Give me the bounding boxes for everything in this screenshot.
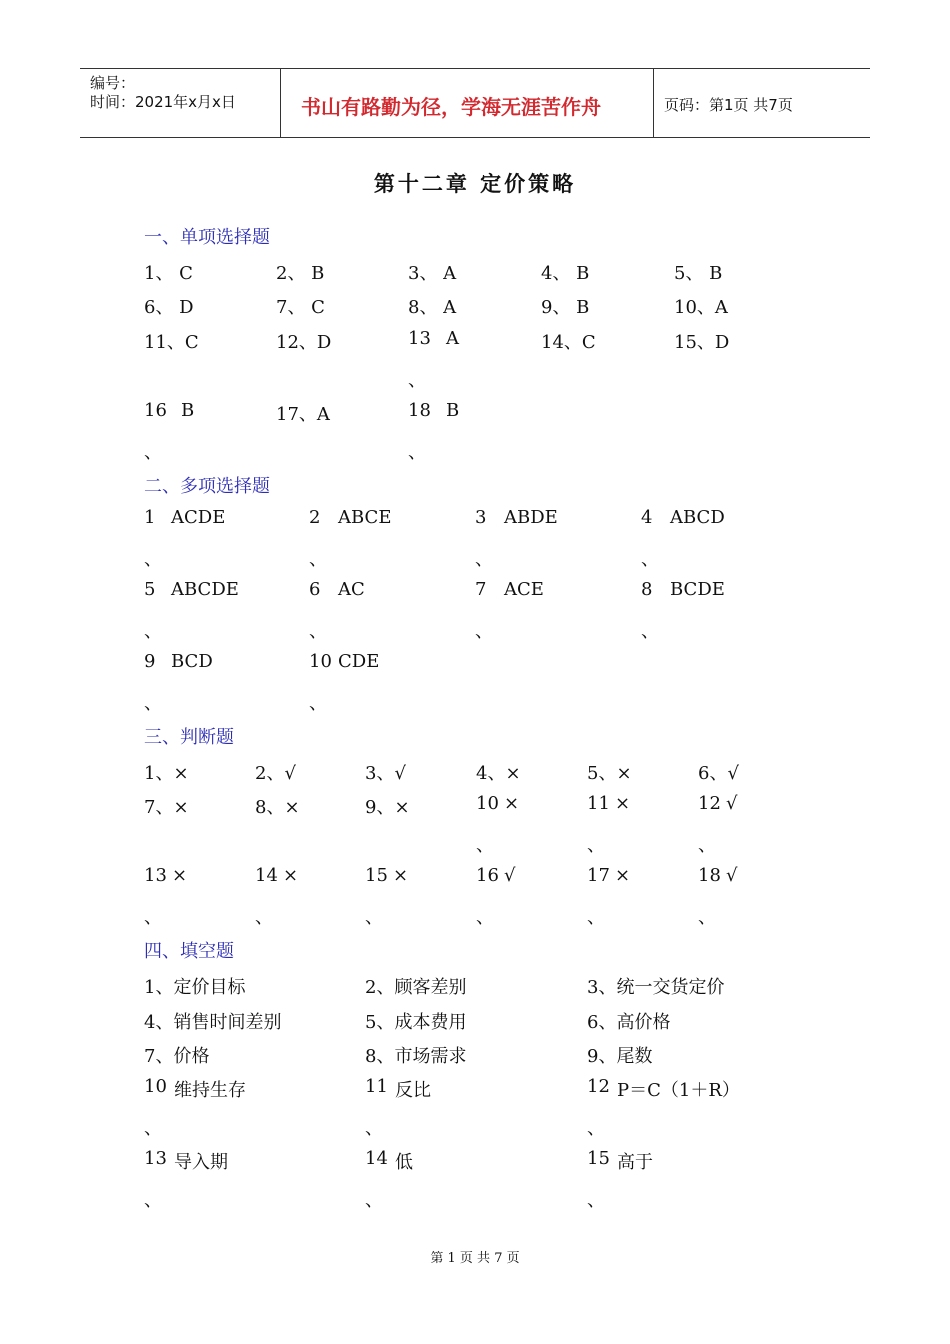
answer-value: ABDE xyxy=(504,507,558,528)
answer-value: BCDE xyxy=(670,579,725,600)
answer-number: 13 xyxy=(408,328,431,349)
time-label: 时间：2021年x月x日 xyxy=(90,93,236,111)
answer-separator: 、 xyxy=(144,907,162,928)
answer-number: 16 xyxy=(144,400,167,421)
chapter-title: 第十二章 定价策略 xyxy=(373,171,577,196)
answer-number: 6 xyxy=(309,579,321,600)
page-footer: 第 1 页 共 7 页 xyxy=(430,1251,520,1266)
header-motto-cell xyxy=(281,69,654,137)
section-heading-multi-choice: 二、多项选择题 xyxy=(144,476,270,497)
answer-value: ABCE xyxy=(338,507,392,528)
answer-item: 15、D xyxy=(674,332,730,353)
answer-number: 13 xyxy=(144,1148,167,1169)
answer-value: × xyxy=(615,793,631,814)
answer-number: 11 xyxy=(365,1076,388,1097)
answer-separator: 、 xyxy=(408,442,426,463)
answer-number: 3 xyxy=(475,507,487,528)
answer-item: 8、 A xyxy=(408,297,457,318)
answer-value: ABCDE xyxy=(171,579,239,600)
answer-separator: 、 xyxy=(144,442,162,463)
answer-item: 4、 B xyxy=(541,263,590,284)
answer-value: × xyxy=(172,865,188,886)
answer-value: B xyxy=(181,400,195,421)
answer-separator: 、 xyxy=(698,907,716,928)
answer-item: 7、× xyxy=(144,797,189,818)
answer-separator: 、 xyxy=(144,549,162,570)
answer-separator: 、 xyxy=(365,1190,383,1211)
answer-value: 导入期 xyxy=(174,1152,228,1173)
answer-value: × xyxy=(504,793,520,814)
answer-separator: 、 xyxy=(144,621,162,642)
header-info-cell xyxy=(80,69,281,137)
answer-value: ABCD xyxy=(670,507,725,528)
document-header xyxy=(80,68,870,138)
answer-value: ACDE xyxy=(171,507,226,528)
answer-item: 7、 C xyxy=(276,297,325,318)
answer-item: 2、√ xyxy=(255,763,296,784)
answer-separator: 、 xyxy=(698,835,716,856)
header-page-cell xyxy=(654,69,870,137)
answer-item: 12、D xyxy=(276,332,332,353)
answer-item: 6、√ xyxy=(698,763,739,784)
answer-item: 2、 B xyxy=(276,263,325,284)
motto: 书山有路勤为径，学海无涯苦作舟 xyxy=(301,95,601,119)
answer-separator: 、 xyxy=(476,907,494,928)
answer-number: 10 xyxy=(144,1076,167,1097)
answer-number: 14 xyxy=(365,1148,388,1169)
answer-number: 16 xyxy=(476,865,499,886)
answer-value: × xyxy=(615,865,631,886)
answer-item: 9、尾数 xyxy=(587,1046,653,1067)
answer-number: 4 xyxy=(641,507,653,528)
answer-item: 6、 D xyxy=(144,297,194,318)
answer-separator: 、 xyxy=(587,1118,605,1139)
answer-number: 1 xyxy=(144,507,156,528)
answer-item: 5、 B xyxy=(674,263,723,284)
answer-item: 2、顾客差别 xyxy=(365,977,467,998)
answer-number: 2 xyxy=(309,507,321,528)
answer-item: 1、定价目标 xyxy=(144,977,246,998)
answer-value: A xyxy=(446,328,459,349)
section-heading-single-choice: 一、单项选择题 xyxy=(144,227,270,248)
answer-value: AC xyxy=(338,579,365,600)
answer-separator: 、 xyxy=(587,1190,605,1211)
answer-value: ACE xyxy=(504,579,544,600)
answer-separator: 、 xyxy=(587,907,605,928)
answer-value: × xyxy=(393,865,409,886)
answer-value: √ xyxy=(504,865,516,886)
answer-item: 8、× xyxy=(255,797,300,818)
section-heading-fill-blank: 四、填空题 xyxy=(144,941,234,962)
answer-value: 维持生存 xyxy=(174,1080,246,1101)
answer-value: 低 xyxy=(395,1152,413,1173)
answer-item: 3、统一交货定价 xyxy=(587,977,725,998)
answer-separator: 、 xyxy=(365,1118,383,1139)
answer-item: 3、 A xyxy=(408,263,457,284)
answer-item: 14、C xyxy=(541,332,596,353)
answer-separator: 、 xyxy=(587,835,605,856)
answer-number: 8 xyxy=(641,579,653,600)
answer-value: P＝C（1＋R） xyxy=(617,1080,740,1101)
answer-number: 18 xyxy=(698,865,721,886)
answer-item: 6、高价格 xyxy=(587,1012,671,1033)
answer-separator: 、 xyxy=(476,835,494,856)
answer-number: 12 xyxy=(698,793,721,814)
answer-value: B xyxy=(446,400,460,421)
answer-number: 13 xyxy=(144,865,167,886)
answer-item: 9、 B xyxy=(541,297,590,318)
answer-item: 10、A xyxy=(674,297,728,318)
answer-separator: 、 xyxy=(408,370,426,391)
answer-separator: 、 xyxy=(641,549,659,570)
section-heading-true-false: 三、判断题 xyxy=(144,727,234,748)
answer-separator: 、 xyxy=(144,1190,162,1211)
answer-value: CDE xyxy=(338,651,380,672)
answer-value: √ xyxy=(726,865,738,886)
answer-separator: 、 xyxy=(144,693,162,714)
answer-item: 4、× xyxy=(476,763,521,784)
answer-number: 15 xyxy=(587,1148,610,1169)
answer-separator: 、 xyxy=(309,693,327,714)
answer-item: 7、价格 xyxy=(144,1046,210,1067)
answer-value: 反比 xyxy=(395,1080,431,1101)
answer-separator: 、 xyxy=(475,621,493,642)
answer-value: √ xyxy=(726,793,738,814)
answer-item: 1、 C xyxy=(144,263,193,284)
answer-separator: 、 xyxy=(309,621,327,642)
answer-item: 8、市场需求 xyxy=(365,1046,467,1067)
answer-item: 5、成本费用 xyxy=(365,1012,467,1033)
answer-number: 5 xyxy=(144,579,156,600)
answer-separator: 、 xyxy=(144,1118,162,1139)
number-label: 编号： xyxy=(90,74,136,92)
answer-separator: 、 xyxy=(309,549,327,570)
answer-value: 高于 xyxy=(617,1152,653,1173)
answer-number: 14 xyxy=(255,865,278,886)
answer-item: 3、√ xyxy=(365,763,406,784)
answer-separator: 、 xyxy=(365,907,383,928)
answer-number: 7 xyxy=(475,579,487,600)
answer-number: 18 xyxy=(408,400,431,421)
answer-number: 12 xyxy=(587,1076,610,1097)
answer-number: 15 xyxy=(365,865,388,886)
answer-number: 10 xyxy=(309,651,332,672)
answer-item: 17、A xyxy=(276,404,330,425)
answer-number: 9 xyxy=(144,651,156,672)
answer-value: × xyxy=(283,865,299,886)
answer-item: 5、× xyxy=(587,763,632,784)
answer-separator: 、 xyxy=(475,549,493,570)
answer-value: BCD xyxy=(171,651,213,672)
answer-item: 9、× xyxy=(365,797,410,818)
answer-number: 11 xyxy=(587,793,610,814)
answer-item: 1、× xyxy=(144,763,189,784)
answer-separator: 、 xyxy=(641,621,659,642)
answer-separator: 、 xyxy=(255,907,273,928)
answer-number: 10 xyxy=(476,793,499,814)
answer-item: 4、销售时间差别 xyxy=(144,1012,282,1033)
answer-item: 11、C xyxy=(144,332,199,353)
answer-number: 17 xyxy=(587,865,610,886)
page-label: 页码：第1页 共7页 xyxy=(664,96,793,114)
